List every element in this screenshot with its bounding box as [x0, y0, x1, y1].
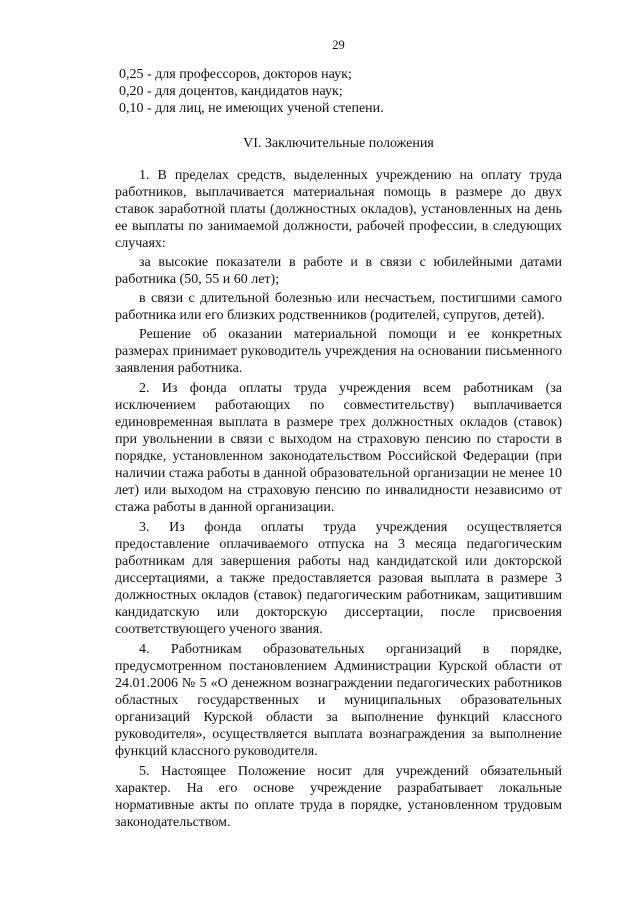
paragraph-4: 4. Работникам образовательных организаций в порядке, предусмотренном постановлением Администрации Курской области от 24.01.2006 № 5 «О денежном вознаграждении педагогических работников областных государственных и муниципальных образовательных организаций Курской области за выполнение функций классного руководителя», осуществляется выплата вознаграждения за выполнение функций классного руководителя. [115, 642, 562, 759]
paragraph-case-2: в связи с длительной болезнью или несчастьем, постигшими самого работника или его близких родственников (родителей, супругов, детей). [115, 291, 562, 323]
paragraph-5: 5. Настоящее Положение носит для учреждений обязательный характер. На его основе учреждение разрабатывает локальные нормативные акты по оплате труда в порядке, установленном трудовым законодательством. [115, 764, 562, 830]
paragraph-2: 2. Из фонда оплаты труда учреждения всем работникам (за исключением работающих по совместительству) выплачивается единовременная выплата в размере трех должностных окладов (ставок) при увольнении в связи с выходом на страховую пенсию по старости в порядке, установленном законодательством Российской Федерации (при наличии стажа работы в данной образовательной организации не менее 10 лет) или выходом на страховую пенсию по инвалидности независимо от стажа работы в данной организации. [115, 381, 562, 515]
rate-item: 0,25 - для профессоров, докторов наук; [119, 67, 352, 82]
rate-item: 0,10 - для лиц, не имеющих ученой степени. [119, 101, 384, 116]
section-body [115, 167, 562, 831]
paragraph-3: 3. Из фонда оплаты труда учреждения осуществляется предоставление оплачиваемого отпуска на 3 месяца педагогическим работникам для завершения работы над кандидатской или докторской диссертациями, а также предоставляется разовая выплата в размере 3 должностных окладов (ставок) педагогическим работникам, защитившим кандидатскую или докторскую диссертации, после присвоения соответствующего ученого звания. [115, 520, 562, 637]
section-heading: VI. Заключительные положения [243, 136, 434, 151]
paragraph-decision: Решение об оказании материальной помощи и ее конкретных размерах принимает руководитель учреждения на основании письменного заявления работника. [115, 327, 562, 376]
rates-list [115, 66, 562, 117]
paragraph-case-1: за высокие показатели в работе и в связи с юбилейными датами работника (50, 55 и 60 лет); [115, 255, 562, 287]
page-number: 29 [332, 38, 345, 52]
rate-item: 0,20 - для доцентов, кандидатов наук; [119, 84, 343, 99]
paragraph-1: 1. В пределах средств, выделенных учреждению на оплату труда работников, выплачивается материальная помощь в размере до двух ставок заработной платы (должностных окладов), установленных на день ее выплаты по занимаемой должности, рабочей профессии, в следующих случаях: [115, 168, 562, 251]
